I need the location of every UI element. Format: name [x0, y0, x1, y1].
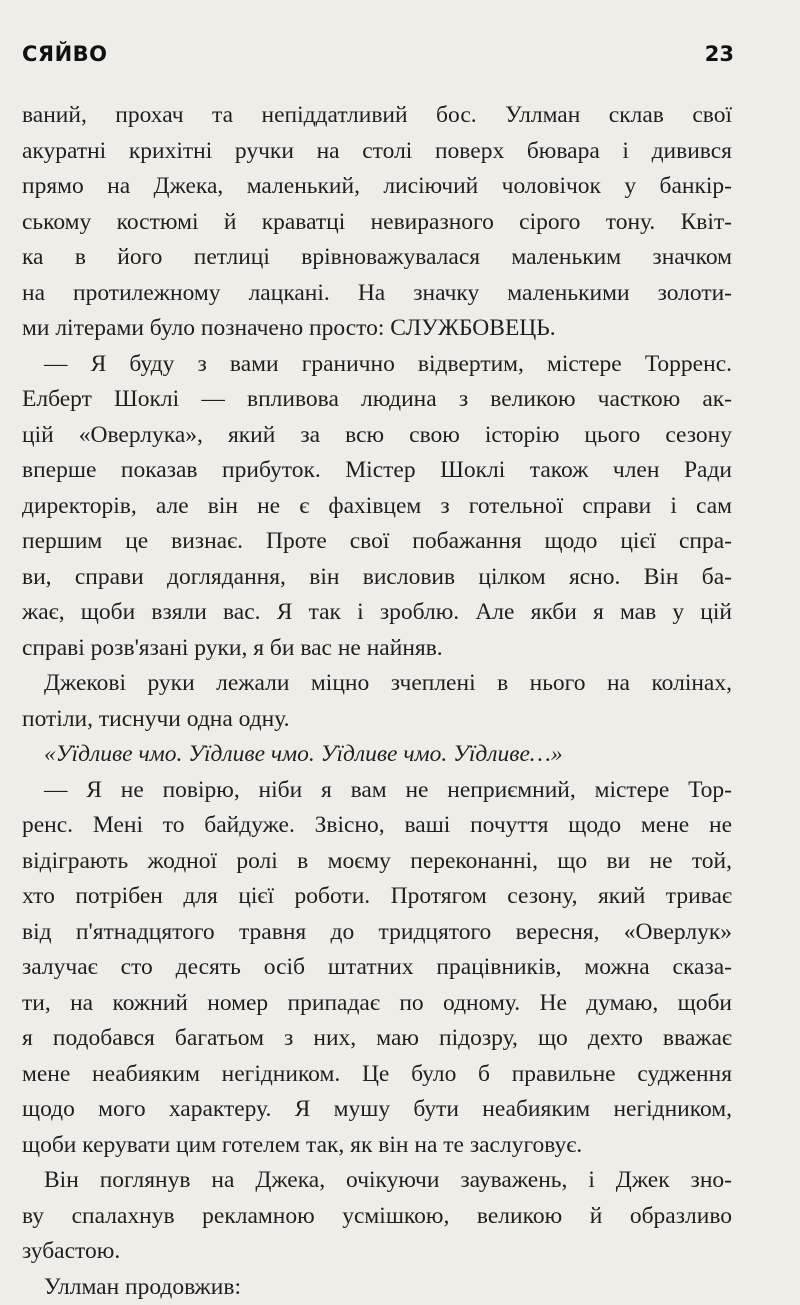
text-line: прямо на Джека, маленький, лисіючий чоловічок у банкір- — [22, 169, 732, 205]
text-line: залучає сто десять осіб штатних працівників, можна сказа- — [22, 950, 732, 986]
text-line: Уллман продовжив: — [22, 1270, 732, 1305]
text-line: акуратні крихітні ручки на столі поверх бювара і дивився — [22, 134, 732, 170]
text-line: відіграють жодної ролі в моєму переконанні, що ви не той, — [22, 844, 732, 880]
text-line: на протилежному лацкані. На значку маленькими золоти- — [22, 276, 732, 312]
text-line: щоби керувати цим готелем так, як він на те заслуговує. — [22, 1128, 732, 1164]
text-line: цій «Оверлука», який за всю свою історію цього сезону — [22, 418, 732, 454]
text-line: справі розв'язані руки, я би вас не найняв. — [22, 631, 732, 667]
text-line: зубастою. — [22, 1234, 732, 1270]
text-line: «Уїдливе чмо. Уїдливе чмо. Уїдливе чмо. Уїдливе…» — [22, 737, 732, 773]
body-text — [22, 98, 732, 1305]
text-line: першим це визнає. Проте свої побажання щодо цієї спра- — [22, 524, 732, 560]
text-line: — Я буду з вами гранично відвертим, містере Торренс. — [22, 347, 732, 383]
text-line: ви, справи доглядання, він висловив цілком ясно. Він ба- — [22, 560, 732, 596]
text-line: Джекові руки лежали міцно зчеплені в нього на колінах, — [22, 666, 732, 702]
text-line: ми літерами було позначено просто: СЛУЖБОВЕЦЬ. — [22, 311, 732, 347]
text-line: хто потрібен для цієї роботи. Протягом сезону, який триває — [22, 879, 732, 915]
running-head: СЯЙВО — [22, 42, 108, 66]
page-header — [22, 42, 734, 76]
text-line: ренс. Мені то байдуже. Звісно, ваші почуття щодо мене не — [22, 808, 732, 844]
text-line: мене неабияким негідником. Це було б правильне судження — [22, 1057, 732, 1093]
text-line: — Я не повірю, ніби я вам не неприємний, містере Тор- — [22, 773, 732, 809]
text-line: жає, щоби взяли вас. Я так і зроблю. Але якби я мав у цій — [22, 595, 732, 631]
text-line: я подобався багатьом з них, маю підозру, що дехто вважає — [22, 1021, 732, 1057]
text-line: Елберт Шоклі — впливова людина з великою часткою ак- — [22, 382, 732, 418]
text-line: ваний, прохач та непіддатливий бос. Уллман склав свої — [22, 98, 732, 134]
text-line: від п'ятнадцятого травня до тридцятого вересня, «Оверлук» — [22, 915, 732, 951]
text-line: ти, на кожний номер припадає по одному. Не думаю, щоби — [22, 986, 732, 1022]
text-line: щодо мого характеру. Я мушу бути неабияким негідником, — [22, 1092, 732, 1128]
text-line: ському костюмі й краватці невиразного сірого тону. Квіт- — [22, 205, 732, 241]
page-number: 23 — [705, 42, 734, 66]
text-line: потіли, тиснучи одна одну. — [22, 702, 732, 738]
text-line: ву спалахнув рекламною усмішкою, великою й образливо — [22, 1199, 732, 1235]
text-line: Він поглянув на Джека, очікуючи зауважень, і Джек зно- — [22, 1163, 732, 1199]
text-line: вперше показав прибуток. Містер Шоклі також член Ради — [22, 453, 732, 489]
text-line: ка в його петлиці врівноважувалася маленьким значком — [22, 240, 732, 276]
text-line: директорів, але він не є фахівцем з готельної справи і сам — [22, 489, 732, 525]
